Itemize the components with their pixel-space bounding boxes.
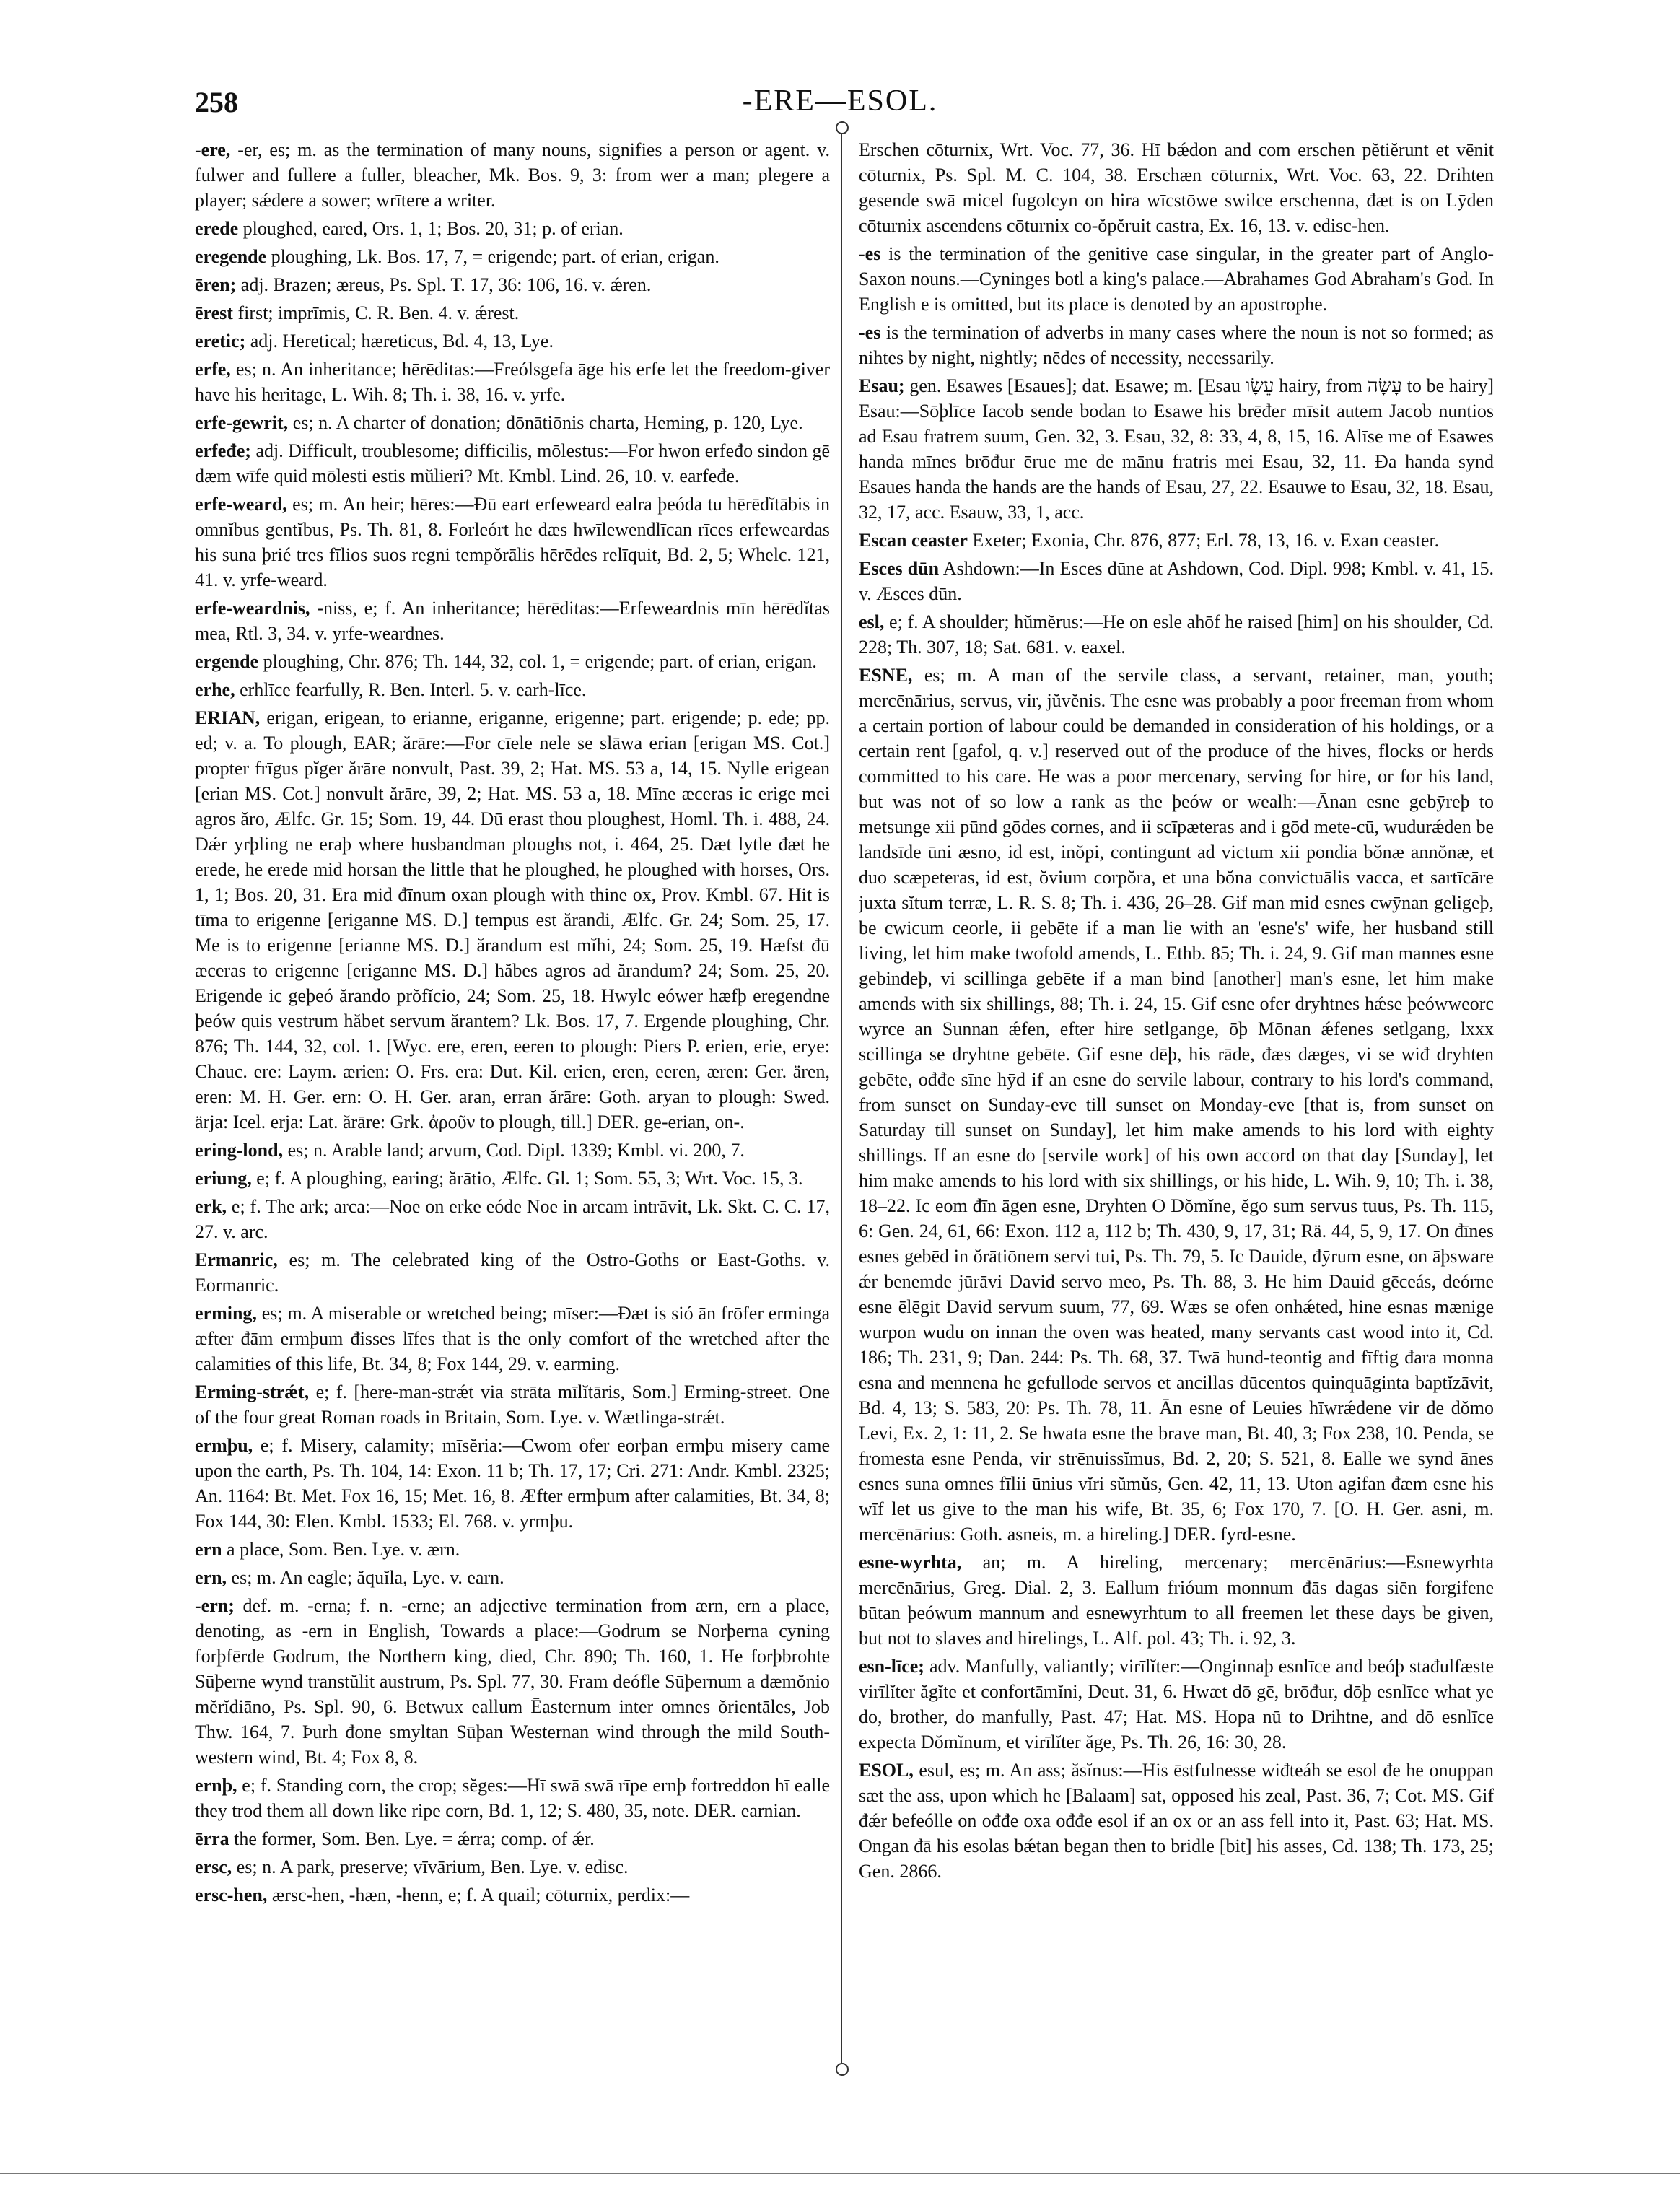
entry-definition: def. m. -erna; f. n. -erne; an adjective termination from ærn, ern a place, denoting, as -ern in English, Towards a place:—Godrum se Norþerna cyning forþfērde Godrum, the Northern king, died, Chr. 890; Th. 160, 1. He forþbrohte Sūþerne wynd transtŭlit austrum, Ps. Spl. 77, 30. Fram deófle Sūþernum a dæmŏnio mĕrĭdiāno, Ps. Spl. 90, 6. Betwux eallum Ēasternum inter omnes ŏrientāles, Job Thw. 164, 7. Þurh đone smyltan Sūþan Westernan wind through the mild South-western wind, Bt. 4; Fox 8, 8. [195,1595,830,1768]
entry-definition: e; f. The ark; arca:—Noe on erke eóde Noe in arcam intrāvit, Lk. Skt. C. C. 17, 27. v. arc. [195,1196,830,1242]
dictionary-entry [195,1854,830,1880]
entry-headword: -ern; [195,1595,235,1616]
dictionary-entry [859,241,1494,317]
dictionary-entry [195,677,830,702]
entry-definition: e; f. Misery, calamity; mīsĕria:—Cwom ofer eorþan ermþu misery came upon the earth, Ps. Th. 104, 14: Exon. 11 b; Th. 17, 17; Cri. 271: Andr. Kmbl. 2325; An. 1164: Bt. Met. Fox 16, 15; Met. 16, 8. Æfter ermþum after calamities, Bt. 34, 8; Fox 144, 30: Elen. Kmbl. 1533; El. 768. v. yrmþu. [195,1435,830,1532]
entry-definition: erhlīce fearfully, R. Ben. Interl. 5. v. earh-līce. [235,679,587,700]
entry-headword: erfe-weard, [195,494,287,515]
entry-definition: an; m. A hireling, mercenary; mercēnārius:—Esnewyrhta mercēnārius, Greg. Dial. 2, 3. Eallum frióum monnum đās dagas siēn forgifene būtan þeówum mannum and esnewyrhtum to all freemen let these days be given, but not to slaves and hirelings, L. Alf. pol. 43; Th. i. 92, 3. [859,1552,1494,1649]
dictionary-entry [859,373,1494,525]
dictionary-entry [195,410,830,435]
entry-definition: is the termination of the genitive case singular, in the greater part of Anglo-Saxon nouns.—Cyninges botl a king's palace.—Abrahames God Abraham's God. In English e is omitted, but its place is denoted by an apostrophe. [859,243,1494,315]
entry-definition: Erschen cōturnix, Wrt. Voc. 77, 36. Hī bǽdon and com erschen pĕtiĕrunt et vēnit cōturnix, Ps. Spl. M. C. 104, 38. Erschæn cōturnix, Wrt. Voc. 63, 22. Drihten gesende swā micel fugolcyn on hira wīcstōwe swilce erschenna, đæt is on Lȳden cōturnix ascendens cōturnix co-ŏpĕruit castra, Ex. 16, 13. v. edisc-hen. [859,139,1494,236]
entry-headword: ern [195,1539,222,1560]
dictionary-entry [195,1247,830,1298]
entry-headword: erfe, [195,359,231,380]
page-number: 258 [195,86,238,118]
entry-definition: es; n. A park, preserve; vīvārium, Ben. Lye. v. edisc. [232,1856,629,1877]
entry-headword: Esau; [859,375,905,396]
entry-headword: Erming-strǽt, [195,1381,310,1402]
entry-headword: ergende [195,651,259,672]
entry-definition: e; f. A ploughing, earing; ărātio, Ælfc. Gl. 1; Som. 55, 3; Wrt. Voc. 15, 3. [251,1168,803,1189]
entry-headword: eriung, [195,1168,252,1189]
entry-definition: esul, es; m. An ass; ăsĭnus:—His ēstfulnesse wiđteáh se esol đe he onuppan sæt the ass, upon which he [Balaam] sat, opposed his zeal, Past. 36, 7; Cot. MS. Gif đǽr befeólle on ođđe oxa ođđe esol if an ox or an ass fell into it, Past. 63; Hat. MS. Ongan đā his esolas bǽtan began then to bridle [bit] his asses, Cd. 138; Th. 173, 25; Gen. 2866. [859,1760,1494,1882]
entry-headword: ersc-hen, [195,1885,268,1906]
dictionary-entry [195,649,830,674]
entry-definition: Ashdown:—In Esces dūne at Ashdown, Cod. Dipl. 998; Kmbl. v. 41, 15. v. Æsces dūn. [859,558,1494,604]
entry-headword: ESNE, [859,665,913,686]
entry-definition: es; n. A charter of donation; dōnātiōnis charta, Heming, p. 120, Lye. [288,412,803,433]
entry-definition: adj. Brazen; æreus, Ps. Spl. T. 17, 36: 106, 16. v. ǽren. [236,274,652,295]
dictionary-entry [195,1826,830,1851]
dictionary-entry [195,216,830,241]
entry-definition: e; f. [here-man-strǽt via strāta mīlĭtāris, Som.] Erming-street. One of the four great Roman roads in Britain, Som. Lye. v. Wætlinga-strǽt. [195,1381,830,1428]
column-ornament-bottom [836,2063,849,2076]
page-header [0,0,1680,123]
entry-headword: Ermanric, [195,1249,278,1270]
entry-headword: eregende [195,246,267,267]
entry-headword: erfe-gewrit, [195,412,289,433]
dictionary-entry [195,1379,830,1430]
dictionary-entry [195,357,830,407]
entry-definition: -niss, e; f. An inheritance; hērēditas:—Erfeweardnis mīn hērēdĭtas mea, Rtl. 3, 34. v. yrfe-weardnes. [195,598,830,644]
dictionary-entry [195,438,830,489]
dictionary-entry [859,609,1494,660]
left-column [195,137,830,2064]
entry-definition: is the termination of adverbs in many cases where the noun is not so formed; as nihtes by night, nightly; nēdes of necessity, necessarily. [859,322,1494,368]
entry-headword: ērra [195,1828,229,1849]
dictionary-entry [195,244,830,269]
entry-headword: erming, [195,1303,257,1324]
entry-definition: adj. Heretical; hæreticus, Bd. 4, 13, Lye. [245,331,554,352]
entry-headword: ēren; [195,274,237,295]
dictionary-entry [195,1301,830,1376]
dictionary-entry [195,595,830,646]
entry-definition: a place, Som. Ben. Lye. v. ærn. [222,1539,460,1560]
right-column [859,137,1494,2064]
dictionary-entry [859,1654,1494,1755]
entry-headword: erfeđe; [195,440,251,461]
dictionary-entry [195,1565,830,1590]
dictionary-entry [195,328,830,354]
dictionary-entry [195,1138,830,1163]
dictionary-entry [195,1882,830,1908]
entry-definition: ploughed, eared, Ors. 1, 1; Bos. 20, 31; p. of erian. [238,218,624,239]
dictionary-entry [859,1550,1494,1651]
entry-headword: Esces dūn [859,558,940,579]
entry-headword: -es [859,243,881,264]
dictionary-entry [859,556,1494,606]
entry-headword: esne-wyrhta, [859,1552,962,1573]
entry-headword: Escan ceaster [859,530,968,551]
dictionary-entry [195,1773,830,1823]
dictionary-entry [195,137,830,213]
entry-definition: es; m. An heir; hēres:—Đū eart erfeweard ealra þeóda tu hērēdĭtābis in omnĭbus gentĭbus, Ps. Th. 81, 8. Forleórt he dæs hwīlewendlīcan rīces erfeweardas his suna þrié tres fīlios suos regni tempŏrālis hērēdes relīquit, Bd. 2, 5; Whelc. 121, 41. v. yrfe-weard. [195,494,830,590]
entry-headword: esl, [859,611,885,632]
dictionary-entry [195,272,830,297]
entry-headword: erk, [195,1196,227,1217]
entry-definition: -er, es; m. as the termination of many nouns, signifies a person or agent. v. fulwer and fullere a fuller, bleacher, Mk. Bos. 9, 3: from wer a man; plegere a player; sǽdere a sower; wrītere a writer. [195,139,830,211]
entry-definition: es; m. An eagle; ăquĭla, Lye. v. earn. [227,1567,504,1588]
column-divider [841,134,842,2063]
entry-headword: ern, [195,1567,227,1588]
dictionary-entry [195,300,830,326]
entry-definition: es; m. The celebrated king of the Ostro-Goths or East-Goths. v. Eormanric. [195,1249,830,1296]
entry-headword: ernþ, [195,1775,237,1796]
entry-definition: ærsc-hen, -hæn, -henn, e; f. A quail; cōturnix, perdix:— [267,1885,690,1906]
column-ornament-top [836,121,849,134]
entry-definition: e; f. A shoulder; hŭmĕrus:—He on esle ahōf he raised [him] on his shoulder, Cd. 228; Th. 307, 18; Sat. 681. v. eaxel. [859,611,1494,658]
entry-headword: ESOL, [859,1760,914,1781]
entry-definition: erigan, erigean, to erianne, eriganne, erigenne; part. erigende; p. ede; pp. ed; v. a. To plough, EAR; ărāre:—For cīele nele se slāwa erian [erigan MS. Cot.] propter frīgus pĭger ărāre nonvult, Past. 39, 2; Hat. MS. 53 a, 14, 15. Nylle erigean [erian MS. Cot.] nonvult ărāre, 39, 2; Hat. MS. 53 a, 18. Mīne æceras ic erige mei agros ăro, Ælfc. Gr. 15; Som. 19, 44. Đū erast thou ploughest, Homl. Th. i. 488, 24. Đǽr yrþling ne eraþ where husbandman ploughs not, i. 464, 25. Đæt lytle đæt he erede, he erede mid horsan the little that he ploughed, he ploughed with horses, Ors. 1, 1; Bos. 20, 31. Era mid đīnum oxan plough with thine ox, Prov. Kmbl. 67. Hit is tīma to erigenne [eriganne MS. D.] tempus est ărandi, Ælfc. Gr. 24; Som. 25, 17. Me is to erigenne [erianne MS. D.] ărandum est mĭhi, 24; Som. 25, 19. Hæfst đū æceras to erigenne [eriganne MS. D.] hăbes agros ad ărandum? 24; Som. 25, 20. Erigende ic geþeó ărando prŏfĭcio, 24; Som. 25, 18. Hwylc eówer hæfþ eregendne þeów quis vestrum hăbet servum ărantem? Lk. Bos. 17, 7. Ergende ploughing, Chr. 876; Th. 144, 32, col. 1. [Wyc. ere, eren, eeren to plough: Piers P. erien, erie, erye: Chauc. ere: Laym. ærien: O. Frs. era: Dut. Kil. erien, eren, eeren, æren: Ger. ären, eren: M. H. Ger. ern: O. H. Ger. aran, erran ărāre: Goth. aryan to plough: Swed. ärja: Icel. erja: Lat. ărāre: Grk. ἀροῦν to plough, till.] DER. ge-erian, on-. [195,707,830,1132]
entry-definition: Exeter; Exonia, Chr. 876, 877; Erl. 78, 13, 16. v. Exan ceaster. [967,530,1440,551]
dictionary-entry [195,1166,830,1191]
entry-definition: es; n. An inheritance; hērēditas:—Freólsgefa āge his erfe let the freedom-giver have his heritage, L. Wih. 8; Th. i. 38, 16. v. yrfe. [195,359,830,405]
entry-definition: es; m. A miserable or wretched being; mīser:—Đæt is sió ān frōfer erminga æfter đām ermþum đisses līfes that is the only comfort of the wretched after the calamities of this life, Bt. 34, 8; Fox 144, 29. v. earming. [195,1303,830,1374]
entry-headword: -ere, [195,139,231,160]
entry-headword: eretic; [195,331,246,352]
dictionary-entry [195,1433,830,1534]
entry-headword: ermþu, [195,1435,253,1456]
entry-headword: ersc, [195,1856,232,1877]
entry-definition: ploughing, Chr. 876; Th. 144, 32, col. 1, = erigende; part. of erian, erigan. [258,651,817,672]
dictionary-entry [859,1758,1494,1884]
entry-definition: the former, Som. Ben. Lye. = ǽrra; comp. of ǽr. [229,1828,595,1849]
entry-definition: adv. Manfully, valiantly; virīlĭter:—Onginnaþ esnlīce and beóþ stađulfæste virīlĭter ăgĭte et confortāmĭni, Deut. 31, 6. Hwæt dō gē, brōđur, dōþ esnlīce what ye do, brother, do manfully, Past. 47; Hat. MS. Hopa nū to Drihtne, and dō esnlīce expecta Dŏmĭnum, et virīlĭter ăge, Ps. Th. 26, 16: 30, 28. [859,1656,1494,1752]
entry-definition: adj. Difficult, troublesome; difficilis, mōlestus:—For hwon erfeđo sindon gē dæm wīfe quid mōlesti estis mŭlieri? Mt. Kmbl. Lind. 26, 10. v. earfeđe. [195,440,830,486]
dictionary-entry [859,528,1494,553]
entry-headword: erede [195,218,239,239]
dictionary-entry [195,1537,830,1562]
dictionary-entry [195,1194,830,1244]
entry-headword: ērest [195,302,233,323]
dictionary-entry [195,1593,830,1770]
entry-headword: -es [859,322,881,343]
entry-headword: erhe, [195,679,235,700]
entry-definition: e; f. Standing corn, the crop; sĕges:—Hī swā swā rīpe ernþ fortreddon hī ealle they trod them all down like ripe corn, Bd. 1, 12; S. 480, 35, note. DER. earnian. [195,1775,830,1821]
entry-definition: ploughing, Lk. Bos. 17, 7, = erigende; part. of erian, erigan. [266,246,719,267]
entry-definition: first; imprīmis, C. R. Ben. 4. v. ǽrest. [232,302,520,323]
dictionary-entry [195,705,830,1135]
entry-definition: es; n. Arable land; arvum, Cod. Dipl. 1339; Kmbl. vi. 200, 7. [283,1140,745,1161]
entry-headword: ERIAN, [195,707,261,728]
entry-headword: esn-līce; [859,1656,924,1677]
entry-headword: ering-lond, [195,1140,284,1161]
running-head: -ERE—ESOL. [742,84,938,118]
dictionary-entry [859,663,1494,1547]
dictionary-entry [859,137,1494,238]
page-bottom-rule [0,2173,1680,2174]
entry-headword: erfe-weardnis, [195,598,310,619]
dictionary-entry [859,320,1494,370]
dictionary-entry [195,492,830,593]
entry-definition: gen. Esawes [Esaues]; dat. Esawe; m. [Esau עֵשָׂו hairy, from עָשָׂה to be hairy] Esau:—Sōþlīce Iacob sende bodan to Esawe his brēđer mīsit autem Jacob nuntios ad Esau fratrem suum, Gen. 32, 3. Esau, 32, 8: 33, 4, 8, 15, 16. Alīse me of Esawes handa mīnes brōđur ērue me de mānu fratris mei Esau, 32, 11. Đa handa synd Esaues handa the hands are the hands of Esau, 27, 22. Esauwe to Esau, 32, 18. Esau, 32, 17, acc. Esauw, 33, 1, acc. [859,375,1494,523]
entry-definition: es; m. A man of the servile class, a servant, retainer, man, youth; mercēnārius, servus, vir, jŭvĕnis. The esne was probably a poor freeman from whom a certain portion of labour could be demanded in consideration of his holdings, or a certain rent [gafol, q. v.] reserved out of the produce of the hives, flocks or herds committed to his care. He was a poor mercenary, serving for hire, or for his land, but was not of so low a rank as the þeów or wealh:—Ānan esne gebȳreþ to metsunge xii pūnd gōdes cornes, and ii scīpæteras and i gōd mete-cū, wudurǽden be landsīde ūni æsno, id est, inŏpi, contingunt ad victum xii pondia bŏnæ annŏnæ, et duo scæpeteras, id est, ŏvium corpŏra, et una bŏna convictuālis vacca, et sartīcāre juxta sĭtum terræ, L. R. S. 8; Th. i. 436, 26–28. Gif man mid esnes cwȳnan geligeþ, be cwicum ceorle, ii gebēte if a man lie with an 'esne's' wife, her husband still living, let him make twofold amends, L. Ethb. 85; Th. i. 24, 9. Gif man mannes esne gebindeþ, vi scillinga gebēte if a man bind [another] man's esne, let him make amends with six shillings, 88; Th. i. 24, 15. Gif esne ofer dryhtnes hǽse þeówweorc wyrce an Sunnan ǽfen, efter hire setlgange, ōþ Mōnan ǽfenes setlgang, lxxx scillinga se dryhtne gebēte. Gif esne dēþ, his rāde, đæs dæges, vi se wiđ dryhten gebēte, ođđe sīne hȳd if an esne do servile labour, contrary to his lord's command, from sunset on Sunday-eve till sunset on Monday-eve [that is, from sunset on Saturday till sunset on Sunday], let him make amends to his lord with eighty shillings. If an esne do [servile work] of his own accord on that day [Sunday], let him make amends to his lord with six shillings, or his hide, L. Wih. 9, 10; Th. i. 38, 18–22. Ic eom đīn āgen esne, Dryhten O Dŏmĭne, ĕgo sum servus tuus, Ps. Th. 115, 6: Gen. 24, 61, 66: Exon. 112 a, 112 b; Th. 430, 9, 17, 31; Rä. 44, 5, 9, 17. On đīnes esnes gebēd in ŏrātiōnem servi tui, Ps. Th. 79, 5. Ic Dauide, đȳrum esne, on āþsware ǽr benemde jūrāvi David servo meo, Ps. Th. 88, 3. He him Dauid gēceás, deórne esne ēlēgit David servum suum, 77, 69. Wæs se ofen onhǽted, hine esnas mænige wurpon wudu on innan the oven was heated, many servants cast wood into it, Cd. 186; Th. 231, 9; Dan. 244: Ps. Th. 68, 37. Twā hund-teontig and fīftig đara monna esna and mennena he gefullode servos et ancillas dūcentos quinquāginta baptĭzāvit, Bd. 4, 13; S. 583, 20: Ps. Th. 78, 11. Ān esne of Leuies hīwrǽdene vir de dŏmo Levi, Ex. 2, 1: 11, 2. Se hwata esne the brave man, Bt. 40, 3; Fox 238, 10. Penda, se fromesta esne Penda, vir strēnuissĭmus, Bd. 2, 20; S. 521, 8. Ealle we synd ānes esnes suna omnes fīlii ūnius vĭri sŭmŭs, Gen. 42, 11, 13. Uton agifan đæm esne his wīf let us give to the man his wife, Bt. 35, 6; Fox 170, 7. [O. H. Ger. asni, m. mercēnārius: Goth. asneis, m. a hireling.] DER. fyrd-esne. [859,665,1494,1545]
